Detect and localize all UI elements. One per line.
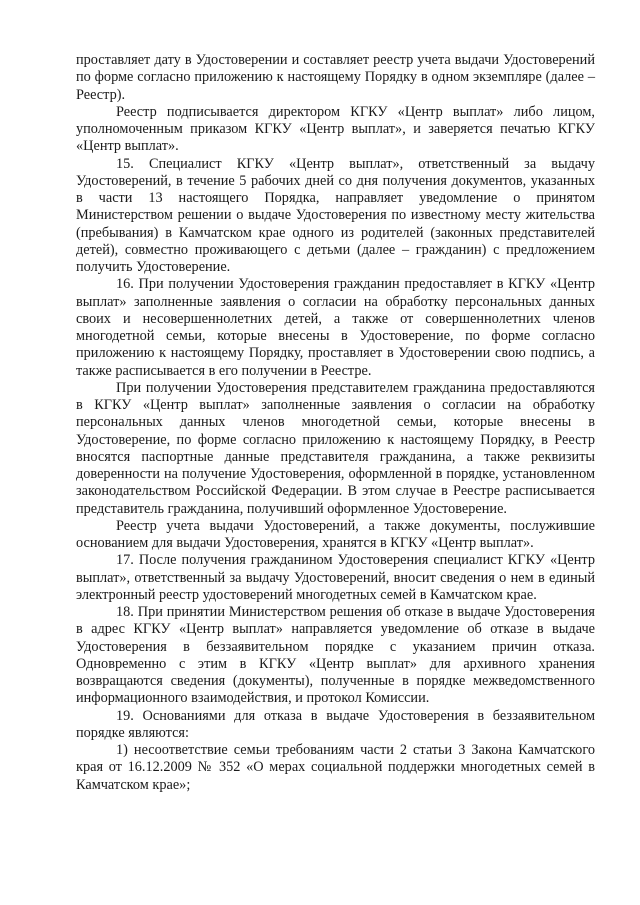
paragraph-item-19: 19. Основаниями для отказа в выдаче Удостоверения в беззаявительном порядке являются: [76,707,595,741]
paragraph-item-15: 15. Специалист КГКУ «Центр выплат», ответственный за выдачу Удостоверений, в течение 5 рабочих дней со дня получения документов, указанных в части 13 настоящего Порядка, направляет уведомление о принятом Министерством решении о выдаче Удостоверения по известному месту жительства (пребывания) в Камчатском крае одного из родителей (законных представителей детей), совместно проживающего с детьми (далее – гражданин) с предложением получить Удостоверение. [76,155,595,275]
paragraph-registry-signing: Реестр подписывается директором КГКУ «Центр выплат» либо лицом, уполномоченным приказом КГКУ «Центр выплат», и заверяется печатью КГКУ «Центр выплат». [76,103,595,155]
paragraph-item-19-1: 1) несоответствие семьи требованиям части 2 статьи 3 Закона Камчатского края от 16.12.2009 № 352 «О мерах социальной поддержки многодетных семей в Камчатском крае»; [76,742,595,793]
paragraph-representative: При получении Удостоверения представителем гражданина предоставляются в КГКУ «Центр выплат» заполненные заявления о согласии на обработку персональных данных членов многодетной семьи, которые внесены в Удостоверение, по форме согласно приложению к настоящему Порядку, в Реестр вносятся паспортные данные представителя гражданина, а также реквизиты доверенности на получение Удостоверения, оформленной в порядке, установленном законодательством Российской Федерации. В этом случае в Реестре расписывается представитель гражданина, получивший оформленное Удостоверение. [76,379,595,517]
document-body [76,52,595,794]
paragraph-item-17: 17. После получения гражданином Удостоверения специалист КГКУ «Центр выплат», ответственный за выдачу Удостоверений, вносит сведения о нем в единый электронный реестр удостоверений многодетных семей в Камчатском крае. [76,552,595,603]
paragraph-registry-storage: Реестр учета выдачи Удостоверений, а также документы, послужившие основанием для выдачи Удостоверения, хранятся в КГКУ «Центр выплат». [76,517,595,551]
paragraph-continuation: проставляет дату в Удостоверении и составляет реестр учета выдачи Удостоверений по форме согласно приложению к настоящему Порядку в одном экземпляре (далее – Реестр). [76,52,595,103]
paragraph-item-16: 16. При получении Удостоверения гражданин предоставляет в КГКУ «Центр выплат» заполненные заявления о согласии на обработку персональных данных своих и несовершеннолетних детей, а также от совершеннолетних членов многодетной семьи, которые внесены в Удостоверение, по форме согласно приложению к настоящему Порядку, проставляет в Удостоверении свою подпись, а также расписывается в его получении в Реестре. [76,276,595,379]
paragraph-item-18: 18. При принятии Министерством решения об отказе в выдаче Удостоверения в адрес КГКУ «Центр выплат» направляется уведомление об отказе в выдаче Удостоверения в беззаявительном порядке с указанием причин отказа. Одновременно с этим в КГКУ «Центр выплат» для архивного хранения возвращаются сведения (документы), полученные в порядке межведомственного информационного взаимодействия, и протокол Комиссии. [76,604,595,707]
